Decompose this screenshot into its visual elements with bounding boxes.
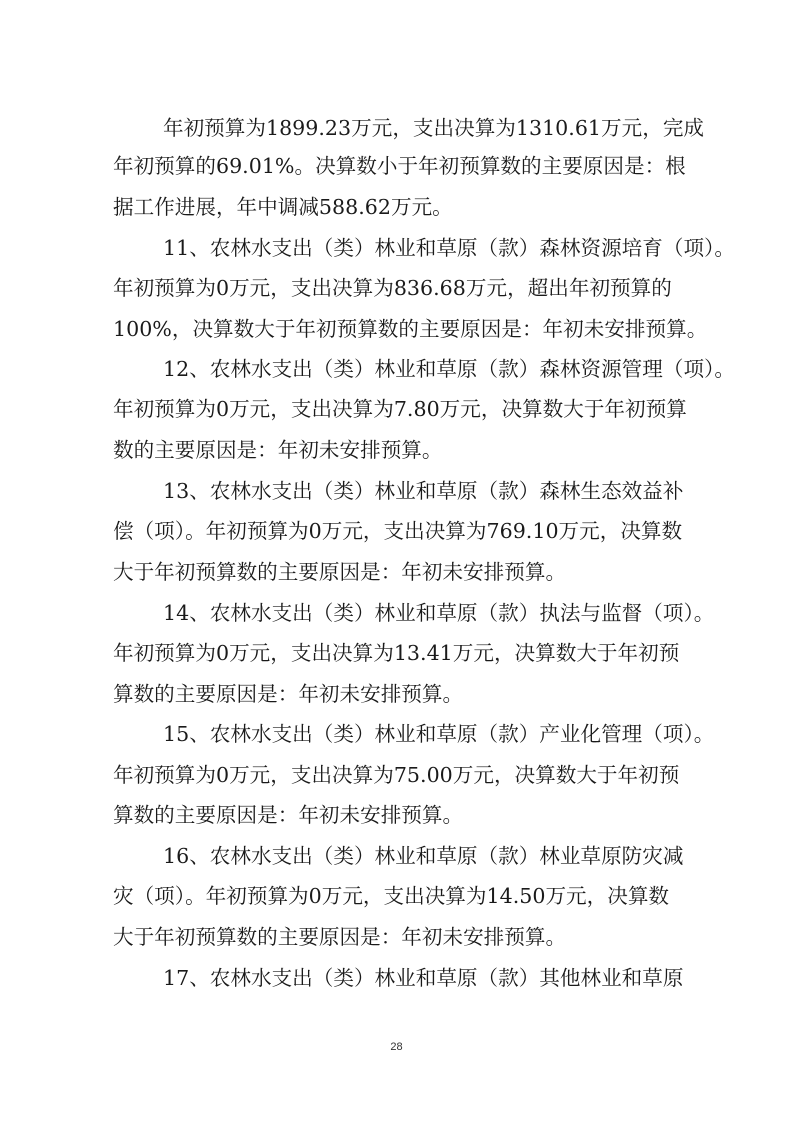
text-line-content: 100%，决算数大于年初预算数的主要原因是：年初未安排预算。 xyxy=(113,317,708,341)
text-line-content: 大于年初预算数的主要原因是：年初未安排预算。 xyxy=(113,560,567,584)
text-line xyxy=(0,187,793,227)
text-line-content: 据工作进展，年中调减588.62万元。 xyxy=(113,195,453,219)
text-line-content: 灾（项）。年初预算为0万元，支出决算为14.50万元，决算数 xyxy=(113,884,670,908)
text-line xyxy=(0,633,793,673)
text-line xyxy=(0,795,793,835)
text-line-content: 年初预算的69.01%。决算数小于年初预算数的主要原因是：根 xyxy=(113,154,686,178)
text-line xyxy=(0,349,793,389)
text-line-content: 年初预算为1899.23万元，支出决算为1310.61万元，完成 xyxy=(163,116,705,140)
text-line xyxy=(0,228,793,268)
text-line-content: 16、农林水支出（类）林业和草原（款）林业草原防灾减 xyxy=(163,844,684,868)
text-line xyxy=(0,268,793,308)
text-line xyxy=(0,471,793,511)
text-line xyxy=(0,389,793,429)
text-line-content: 大于年初预算数的主要原因是：年初未安排预算。 xyxy=(113,925,567,949)
text-line-content: 年初预算为0万元，支出决算为836.68万元，超出年初预算的 xyxy=(113,276,672,300)
text-line xyxy=(0,511,793,551)
text-line-content: 14、农林水支出（类）林业和草原（款）执法与监督（项）。 xyxy=(163,601,715,625)
text-line-content: 数的主要原因是：年初未安排预算。 xyxy=(113,438,443,462)
text-line-content: 算数的主要原因是：年初未安排预算。 xyxy=(113,682,464,706)
text-line-content: 年初预算为0万元，支出决算为75.00万元，决算数大于年初预 xyxy=(113,763,680,787)
text-line xyxy=(0,876,793,916)
text-line xyxy=(0,146,793,186)
text-line xyxy=(0,430,793,470)
text-line-content: 年初预算为0万元，支出决算为13.41万元，决算数大于年初预 xyxy=(113,641,680,665)
text-line xyxy=(0,917,793,957)
text-line-content: 算数的主要原因是：年初未安排预算。 xyxy=(113,803,464,827)
text-line xyxy=(0,674,793,714)
text-line xyxy=(0,593,793,633)
text-line-content: 13、农林水支出（类）林业和草原（款）森林生态效益补 xyxy=(163,479,684,503)
text-line-content: 17、农林水支出（类）林业和草原（款）其他林业和草原 xyxy=(163,966,684,990)
text-line-content: 偿（项）。年初预算为0万元，支出决算为769.10万元，决算数 xyxy=(113,519,683,543)
text-line xyxy=(0,309,793,349)
text-line xyxy=(0,958,793,998)
text-line xyxy=(0,714,793,754)
text-line-content: 年初预算为0万元，支出决算为7.80万元，决算数大于年初预算 xyxy=(113,397,687,421)
text-line xyxy=(0,755,793,795)
text-line-content: 12、农林水支出（类）林业和草原（款）森林资源管理（项）。 xyxy=(163,357,735,381)
text-line xyxy=(0,552,793,592)
text-line-content: 15、农林水支出（类）林业和草原（款）产业化管理（项）。 xyxy=(163,722,715,746)
text-line xyxy=(0,836,793,876)
page-number: 28 xyxy=(390,1041,403,1053)
text-line-content: 11、农林水支出（类）林业和草原（款）森林资源培育（项）。 xyxy=(163,236,735,260)
text-line xyxy=(0,108,793,148)
